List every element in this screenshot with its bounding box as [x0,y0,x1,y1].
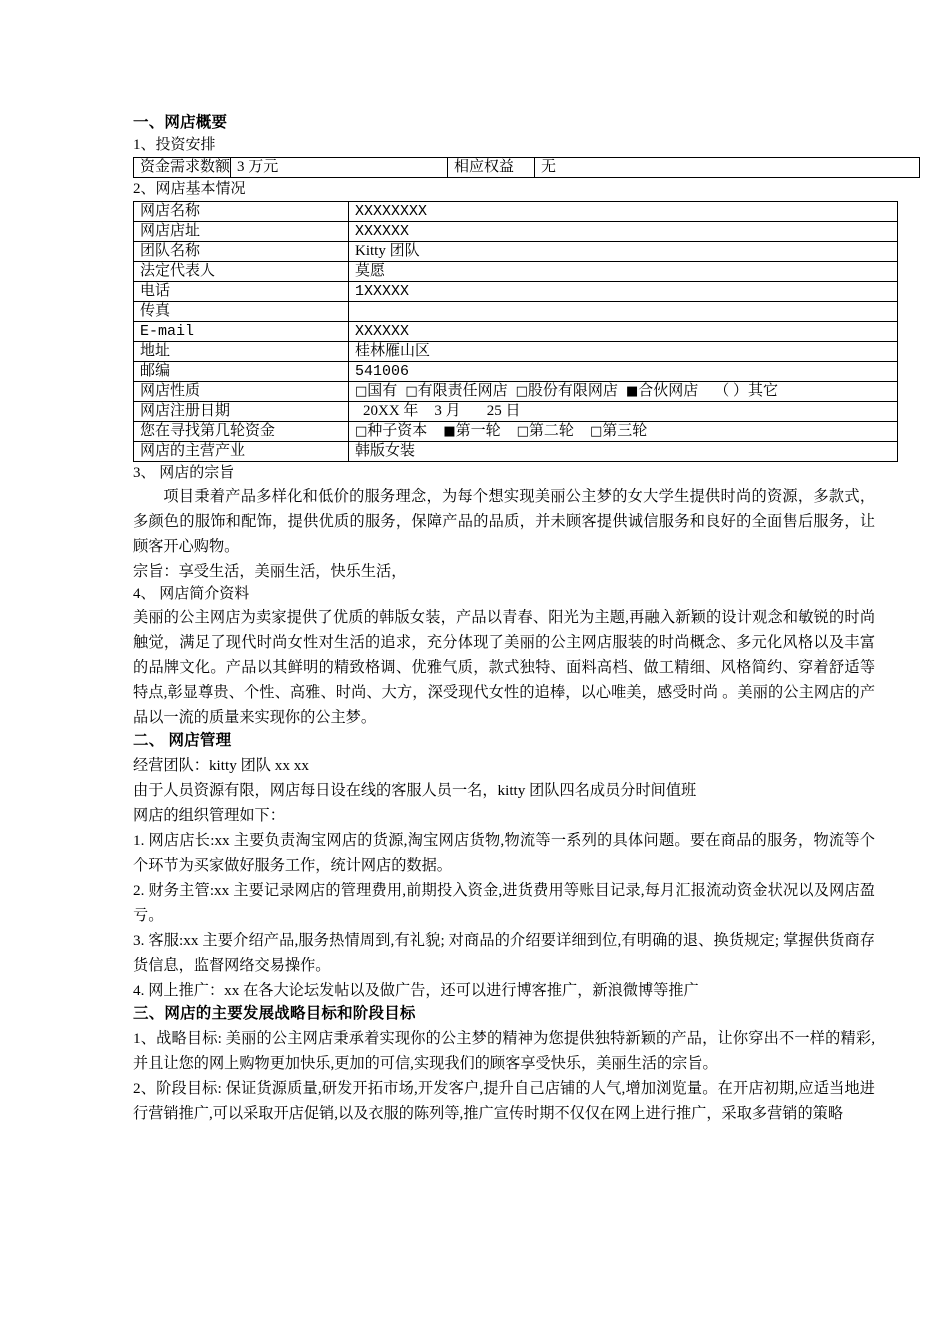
investment-value-amount: 3 万元 [231,158,448,178]
checkbox-unchecked-icon[interactable]: □ [355,384,368,399]
management-item-finance-manager: 2. 财务主管:xx 主要记录网店的管理费用,前期投入资金,进货费用等账目记录,每月汇报流动资金状况以及网店盈亏。 [133,882,875,924]
management-team-line: 经营团队：kitty 团队 xx xx [133,757,309,774]
table-row [134,242,898,262]
option-label-partnership: 合伙网店 [638,383,699,399]
table-row [134,362,898,382]
checkbox-unchecked-icon[interactable]: □ [515,384,528,399]
section-heading-3: 三、网店的主要发展战略目标和阶段目标 [133,1005,416,1022]
checkbox-unchecked-icon[interactable]: □ [355,424,368,439]
checkbox-unchecked-icon[interactable]: □ [516,424,529,439]
checkbox-unchecked-icon[interactable]: □ [405,384,418,399]
management-org-line: 网店的组织管理如下： [133,807,285,824]
row-value-funding-round [349,422,898,442]
table-row [134,402,898,422]
purpose-paragraph: 项目秉着产品多样化和低价的服务理念，为每个想实现美丽公主梦的女大学生提供时尚的资源，多款式，多颜色的服饰和配饰，提供优质的服务，保障产品的品质，并未顾客提供诚信服务和良好的全面售后服务，让顾客开心购物。 [133,488,875,555]
register-year: 20XX 年 [363,403,419,419]
option-label-round-1: 第一轮 [455,423,501,439]
subsection-heading-investment: 1、投资安排 [133,137,216,153]
table-row [134,422,898,442]
row-value-register-date [349,402,898,422]
investment-table [133,157,920,178]
register-month: 3 月 [434,403,461,419]
subsection-heading-basic-info: 2、网店基本情况 [133,181,246,197]
row-value-main-industry: 韩版女装 [349,442,898,462]
investment-value-equity: 无 [535,158,920,178]
row-label-phone: 电话 [134,282,349,302]
option-label-limited-liability: 有限责任网店 [417,383,508,399]
management-staff-line: 由于人员资源有限，网店每日设在线的客服人员一名，kitty 团队四名成员分时间值班 [133,782,697,799]
row-label-email: E-mail [134,322,349,342]
management-item-online-promotion: 4. 网上推广：xx 在各大论坛发帖以及做广告，还可以进行博客推广，新浪微博等推广 [133,982,699,999]
subsection-heading-intro: 4、 网店简介资料 [133,586,250,602]
management-item-customer-service: 3. 客服:xx 主要介绍产品,服务热情周到,有礼貌; 对商品的介绍要详细到位,有明确的退、换货规定; 掌握供货商存货信息，监督网络交易操作。 [133,932,875,974]
table-row [134,382,898,402]
option-label-round-3: 第三轮 [602,423,648,439]
option-label-state-owned: 国有 [367,383,398,399]
row-value-store-name: XXXXXXXX [349,202,898,222]
row-label-funding-round: 您在寻找第几轮资金 [134,422,349,442]
register-day: 25 日 [486,403,521,419]
investment-label-equity: 相应权益 [448,158,535,178]
intro-paragraph: 美丽的公主网店为卖家提供了优质的韩版女装，产品以青春、阳光为主题,再融入新颖的设计观念和敏锐的时尚触觉，满足了现代时尚女性对生活的追求，充分体现了美丽的公主网店服装的时尚概念、多元化风格以及丰富的品牌文化。产品以其鲜明的精致格调、优雅气质，款式独特、面料高档、做工精细、风格简约、穿着舒适等特点,彰显尊贵、个性、高雅、时尚、大方，深受现代女性的追棒，以心唯美，感受时尚 。美丽的公主网店的产品以一流的质量来实现你的公主梦。 [133,609,875,726]
section-heading-2: 二、 网店管理 [133,732,232,749]
basic-info-table [133,201,898,462]
table-row [134,322,898,342]
goals-strategic: 1、战略目标: 美丽的公主网店秉承着实现你的公主梦的精神为您提供独特新颖的产品，让你穿出不一样的精彩,并且让您的网上购物更加快乐,更加的可信,实现我们的顾客享受快乐，美丽生活的宗旨。 [133,1030,875,1072]
row-label-store-address: 网店店址 [134,222,349,242]
row-value-phone: 1XXXXX [349,282,898,302]
checkbox-unchecked-icon[interactable]: □ [589,424,603,439]
row-value-postcode: 541006 [349,362,898,382]
row-value-fax [349,302,898,322]
goals-phased: 2、阶段目标: 保证货源质量,研发开拓市场,开发客户,提升自己店铺的人气,增加浏览量。在开店初期,应适当地进行营销推广,可以采取开店促销,以及衣服的陈列等,推广宣传时期不仅仅在网上进行推广，采取多营销的策略 [133,1080,875,1122]
table-row [134,222,898,242]
management-item-store-manager: 1. 网店店长:xx 主要负责淘宝网店的货源,淘宝网店货物,物流等一系列的具体问题。要在商品的服务，物流等个个环节为买家做好服务工作，统计网店的数据。 [133,832,875,874]
section-heading-1: 一、网店概要 [133,114,228,131]
row-label-address: 地址 [134,342,349,362]
subsection-heading-purpose: 3、 网店的宗旨 [133,465,235,481]
row-value-legal-rep: 莫愿 [349,262,898,282]
row-value-store-address: XXXXXX [349,222,898,242]
checkbox-checked-icon[interactable]: ■ [625,384,639,399]
row-label-legal-rep: 法定代表人 [134,262,349,282]
option-label-other: （ ）其它 [714,383,779,399]
investment-label-amount: 资金需求数额 [134,158,231,178]
table-row [134,342,898,362]
row-label-fax: 传真 [134,302,349,322]
row-label-register-date: 网店注册日期 [134,402,349,422]
row-label-main-industry: 网店的主营产业 [134,442,349,462]
document-body [133,112,875,1126]
table-row [134,302,898,322]
row-value-team-name: Kitty 团队 [349,242,898,262]
option-label-seed: 种子资本 [367,423,428,439]
table-row [134,442,898,462]
option-label-joint-stock: 股份有限网店 [527,383,618,399]
table-row [134,262,898,282]
purpose-motto: 宗旨：享受生活，美丽生活，快乐生活， [133,563,407,580]
row-value-store-nature [349,382,898,402]
checkbox-checked-icon[interactable]: ■ [443,424,456,439]
row-label-postcode: 邮编 [134,362,349,382]
table-row [134,282,898,302]
row-value-address: 桂林雁山区 [349,342,898,362]
row-label-store-nature: 网店性质 [134,382,349,402]
row-label-store-name: 网店名称 [134,202,349,222]
row-value-email: XXXXXX [349,322,898,342]
row-label-team-name: 团队名称 [134,242,349,262]
table-row [134,158,920,178]
option-label-round-2: 第二轮 [528,423,574,439]
table-row [134,202,898,222]
